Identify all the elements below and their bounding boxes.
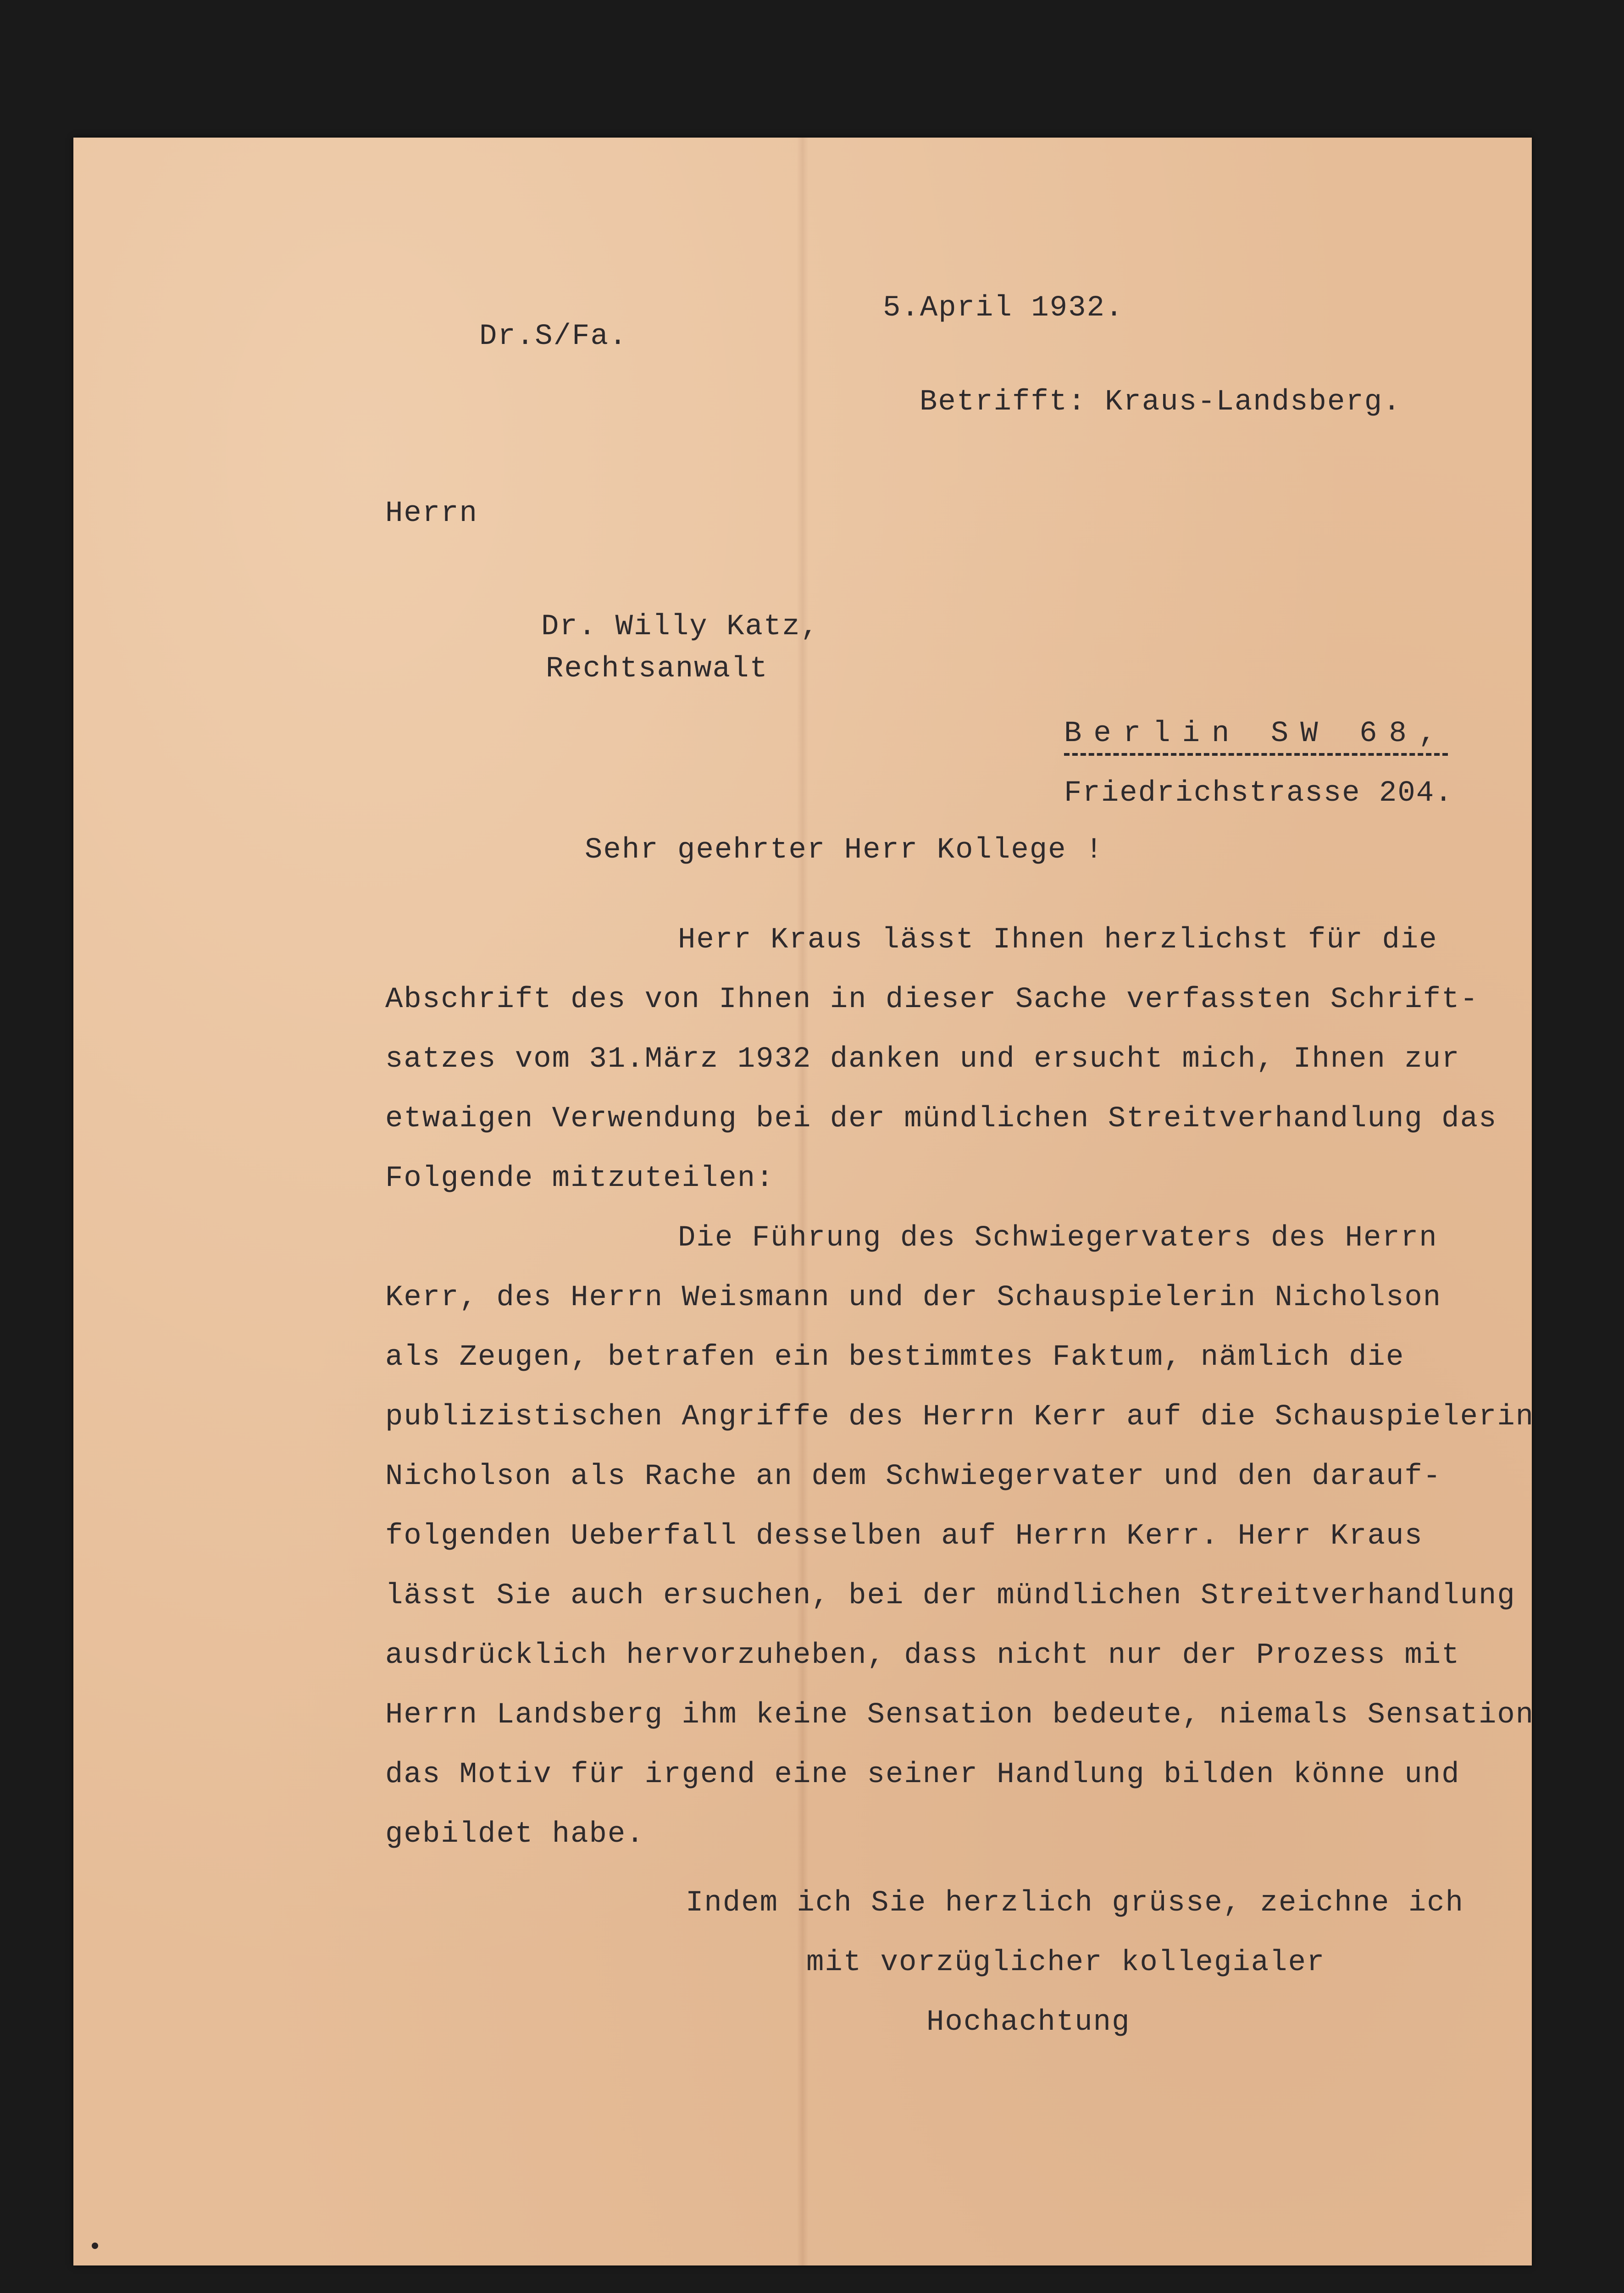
recipient-city: Berlin SW 68, bbox=[1064, 719, 1448, 756]
letter-sheet bbox=[73, 138, 1535, 2265]
greeting: Sehr geehrter Herr Kollege ! bbox=[585, 834, 1104, 867]
body-line: etwaigen Verwendung bei der mündlichen Streitverhandlung das bbox=[385, 1102, 1497, 1135]
recipient-title: Rechtsanwalt bbox=[546, 653, 768, 686]
body-line: das Motiv für irgend eine seiner Handlung bilden könne und bbox=[385, 1758, 1460, 1791]
closing-line: mit vorzüglicher kollegialer bbox=[806, 1946, 1325, 1979]
closing-line: Hochachtung bbox=[926, 2006, 1131, 2039]
body-line: ausdrücklich hervorzuheben, dass nicht nur der Prozess mit bbox=[385, 1639, 1460, 1672]
body-line: folgenden Ueberfall desselben auf Herrn Kerr. Herr Kraus bbox=[385, 1520, 1423, 1553]
body-line: publizistischen Angriffe des Herrn Kerr auf die Schauspielerin bbox=[385, 1401, 1535, 1434]
body-line: gebildet habe. bbox=[385, 1818, 645, 1851]
body-line: Folgende mitzuteilen: bbox=[385, 1162, 775, 1195]
body-line: lässt Sie auch ersuchen, bei der mündlichen Streitverhandlung bbox=[385, 1579, 1516, 1612]
body-line: satzes vom 31.März 1932 danken und ersucht mich, Ihnen zur bbox=[385, 1043, 1460, 1076]
body-line: Herrn Landsberg ihm keine Sensation bedeute, niemals Sensation bbox=[385, 1699, 1535, 1732]
recipient-name: Dr. Willy Katz, bbox=[541, 610, 820, 643]
body-line: Nicholson als Rache an dem Schwiegervater und den darauf- bbox=[385, 1460, 1442, 1493]
body-line: als Zeugen, betrafen ein bestimmtes Faktum, nämlich die bbox=[385, 1341, 1405, 1374]
subject-line: Betrifft: Kraus-Landsberg. bbox=[920, 386, 1402, 419]
paper-mark bbox=[92, 2243, 98, 2249]
body-line: Herr Kraus lässt Ihnen herzlichst für die bbox=[678, 924, 1438, 957]
body-line: Abschrift des von Ihnen in dieser Sache verfassten Schrift- bbox=[385, 983, 1479, 1016]
reference-code: Dr.S/Fa. bbox=[479, 320, 628, 353]
salutation-prefix: Herrn bbox=[385, 497, 478, 530]
body-line: Die Führung des Schwiegervaters des Herrn bbox=[678, 1222, 1438, 1255]
recipient-street: Friedrichstrasse 204. bbox=[1064, 777, 1453, 810]
body-line: Kerr, des Herrn Weismann und der Schauspielerin Nicholson bbox=[385, 1281, 1442, 1314]
closing-line: Indem ich Sie herzlich grüsse, zeichne ich bbox=[686, 1887, 1464, 1920]
letter-date: 5.April 1932. bbox=[883, 292, 1124, 325]
